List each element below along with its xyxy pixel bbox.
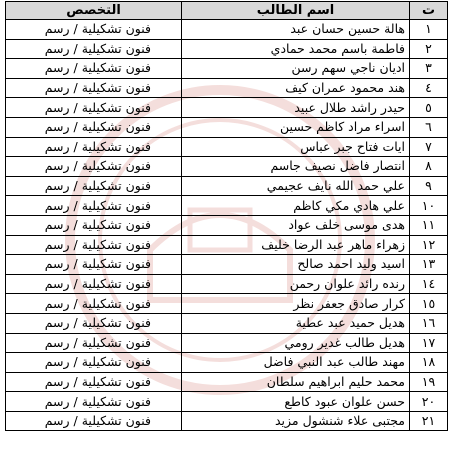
specialization: فنون تشكيلية / رسم xyxy=(6,117,182,137)
specialization: فنون تشكيلية / رسم xyxy=(6,333,182,353)
header-number: ت xyxy=(410,2,448,20)
table-row xyxy=(6,372,448,392)
table-row xyxy=(6,157,448,177)
row-number: ١٧ xyxy=(410,333,448,353)
student-name: اديان ناجي سهم رسن xyxy=(182,59,410,79)
specialization: فنون تشكيلية / رسم xyxy=(6,137,182,157)
table-row xyxy=(6,196,448,216)
table-row xyxy=(6,255,448,275)
specialization: فنون تشكيلية / رسم xyxy=(6,157,182,177)
table-header-row xyxy=(6,2,448,20)
table-row xyxy=(6,313,448,333)
row-number: ١٣ xyxy=(410,255,448,275)
student-name: علي حمد الله نايف عجيمي xyxy=(182,176,410,196)
row-number: ١١ xyxy=(410,215,448,235)
specialization: فنون تشكيلية / رسم xyxy=(6,411,182,431)
specialization: فنون تشكيلية / رسم xyxy=(6,353,182,373)
student-name: حيدر راشد طلال عبيد xyxy=(182,98,410,118)
row-number: ٨ xyxy=(410,157,448,177)
row-number: ٦ xyxy=(410,117,448,137)
table-row xyxy=(6,137,448,157)
specialization: فنون تشكيلية / رسم xyxy=(6,274,182,294)
header-student-name: اسم الطالب xyxy=(182,2,410,20)
row-number: ١٢ xyxy=(410,235,448,255)
specialization: فنون تشكيلية / رسم xyxy=(6,176,182,196)
specialization: فنون تشكيلية / رسم xyxy=(6,392,182,412)
row-number: ٤ xyxy=(410,78,448,98)
row-number: ١٠ xyxy=(410,196,448,216)
student-name: هديل حميد عبد عطية xyxy=(182,313,410,333)
row-number: ٥ xyxy=(410,98,448,118)
specialization: فنون تشكيلية / رسم xyxy=(6,20,182,40)
header-specialization: التخصص xyxy=(6,2,182,20)
row-number: ٧ xyxy=(410,137,448,157)
specialization: فنون تشكيلية / رسم xyxy=(6,196,182,216)
row-number: ١ xyxy=(410,20,448,40)
table-row xyxy=(6,392,448,412)
student-name: زهراء ماهر عبد الرضا خليف xyxy=(182,235,410,255)
student-name: رنده رائد علوان رحمن xyxy=(182,274,410,294)
table-row xyxy=(6,411,448,431)
student-name: هديل طالب غدير رومي xyxy=(182,333,410,353)
specialization: فنون تشكيلية / رسم xyxy=(6,294,182,314)
row-number: ١٦ xyxy=(410,313,448,333)
specialization: فنون تشكيلية / رسم xyxy=(6,255,182,275)
row-number: ٢٠ xyxy=(410,392,448,412)
student-name: انتصار فاضل نصيف جاسم xyxy=(182,157,410,177)
table-row xyxy=(6,117,448,137)
table-row xyxy=(6,78,448,98)
table-body xyxy=(6,20,448,431)
specialization: فنون تشكيلية / رسم xyxy=(6,78,182,98)
specialization: فنون تشكيلية / رسم xyxy=(6,235,182,255)
student-name: اسراء مراد كاظم حسين xyxy=(182,117,410,137)
specialization: فنون تشكيلية / رسم xyxy=(6,215,182,235)
row-number: ٢ xyxy=(410,39,448,59)
specialization: فنون تشكيلية / رسم xyxy=(6,98,182,118)
table-row xyxy=(6,98,448,118)
student-name: هند محمود عمران كيف xyxy=(182,78,410,98)
student-name: محمد حليم ابراهيم سلطان xyxy=(182,372,410,392)
row-number: ٩ xyxy=(410,176,448,196)
student-name: مجتبى علاء شنشول مزيد xyxy=(182,411,410,431)
table-row xyxy=(6,59,448,79)
student-name: حسن علوان عبود كاطع xyxy=(182,392,410,412)
student-name: علي هادي مكي كاظم xyxy=(182,196,410,216)
row-number: ١٨ xyxy=(410,353,448,373)
student-name: ايات فتاح جبر عباس xyxy=(182,137,410,157)
specialization: فنون تشكيلية / رسم xyxy=(6,372,182,392)
student-name: هدى موسى خلف عواد xyxy=(182,215,410,235)
table-row xyxy=(6,215,448,235)
table-row xyxy=(6,235,448,255)
table-row xyxy=(6,274,448,294)
row-number: ٣ xyxy=(410,59,448,79)
table-row xyxy=(6,176,448,196)
table-row xyxy=(6,294,448,314)
student-name: فاطمة باسم محمد حمادي xyxy=(182,39,410,59)
specialization: فنون تشكيلية / رسم xyxy=(6,313,182,333)
student-name: كرار صادق جعفر نظر xyxy=(182,294,410,314)
student-name: اسيد وليد احمد صالح xyxy=(182,255,410,275)
table-row xyxy=(6,333,448,353)
row-number: ١٩ xyxy=(410,372,448,392)
row-number: ١٤ xyxy=(410,274,448,294)
students-table xyxy=(5,1,448,431)
student-name: هالة حسين حسان عبد xyxy=(182,20,410,40)
specialization: فنون تشكيلية / رسم xyxy=(6,59,182,79)
row-number: ١٥ xyxy=(410,294,448,314)
specialization: فنون تشكيلية / رسم xyxy=(6,39,182,59)
table-row xyxy=(6,39,448,59)
student-name: مهند طالب عبد النبي فاضل xyxy=(182,353,410,373)
row-number: ٢١ xyxy=(410,411,448,431)
table-row xyxy=(6,353,448,373)
table-row xyxy=(6,20,448,40)
